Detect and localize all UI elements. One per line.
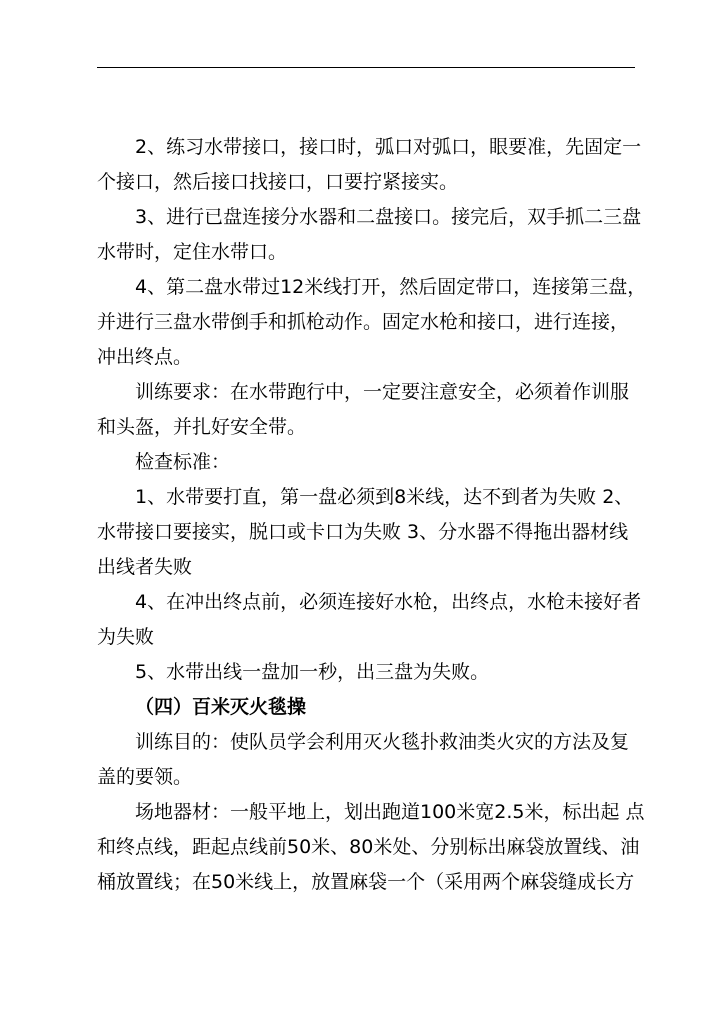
paragraph-line: 5、水带出线一盘加一秒，出三盘为失败。 <box>135 661 490 683</box>
paragraph-line: 冲出终点。 <box>97 346 193 368</box>
paragraph-line: 为失败 <box>97 626 155 648</box>
paragraph-line: 盖的要领。 <box>97 766 193 788</box>
paragraph-line: 和头盔，并扎好安全带。 <box>97 416 307 438</box>
header-rule <box>97 67 635 68</box>
paragraph-line: 出线者失败 <box>97 556 193 578</box>
paragraph-line: 和终点线，距起点线前50米、80米处、分别标出麻袋放置线、油 <box>97 836 640 858</box>
document-body <box>97 130 657 900</box>
section-heading: （四）百米灭火毯操 <box>135 696 307 718</box>
paragraph-line: 场地器材：一般平地上，划出跑道100米宽2.5米，标出起 点 <box>135 801 645 823</box>
paragraph-line: 训练目的：使队员学会利用灭火毯扑救油类火灾的方法及复 <box>135 731 630 753</box>
paragraph-line: 并进行三盘水带倒手和抓枪动作。固定水枪和接口，进行连接， <box>97 311 630 333</box>
paragraph-line: 水带时，定住水带口。 <box>97 241 288 263</box>
paragraph-line: 个接口，然后接口找接口，口要拧紧接实。 <box>97 171 459 193</box>
paragraph-line: 检查标准： <box>135 451 231 473</box>
paragraph-line: 4、在冲出终点前，必须连接好水枪，出终点，水枪未接好者 <box>135 591 642 613</box>
paragraph-line: 4、第二盘水带过12米线打开，然后固定带口，连接第三盘， <box>135 276 647 298</box>
paragraph-line: 水带接口要接实，脱口或卡口为失败 3、分水器不得拖出器材线 <box>97 521 629 543</box>
paragraph-line: 训练要求：在水带跑行中，一定要注意安全，必须着作训服 <box>135 381 630 403</box>
paragraph-line: 桶放置线；在50米线上，放置麻袋一个（采用两个麻袋缝成长方 <box>97 871 635 893</box>
paragraph-line: 2、练习水带接口，接口时，弧口对弧口，眼要准，先固定一 <box>135 136 642 158</box>
paragraph-line: 3、进行已盘连接分水器和二盘接口。接完后，双手抓二三盘 <box>135 206 642 228</box>
paragraph-line: 1、水带要打直，第一盘必须到8米线，达不到者为失败 2、 <box>135 486 634 508</box>
